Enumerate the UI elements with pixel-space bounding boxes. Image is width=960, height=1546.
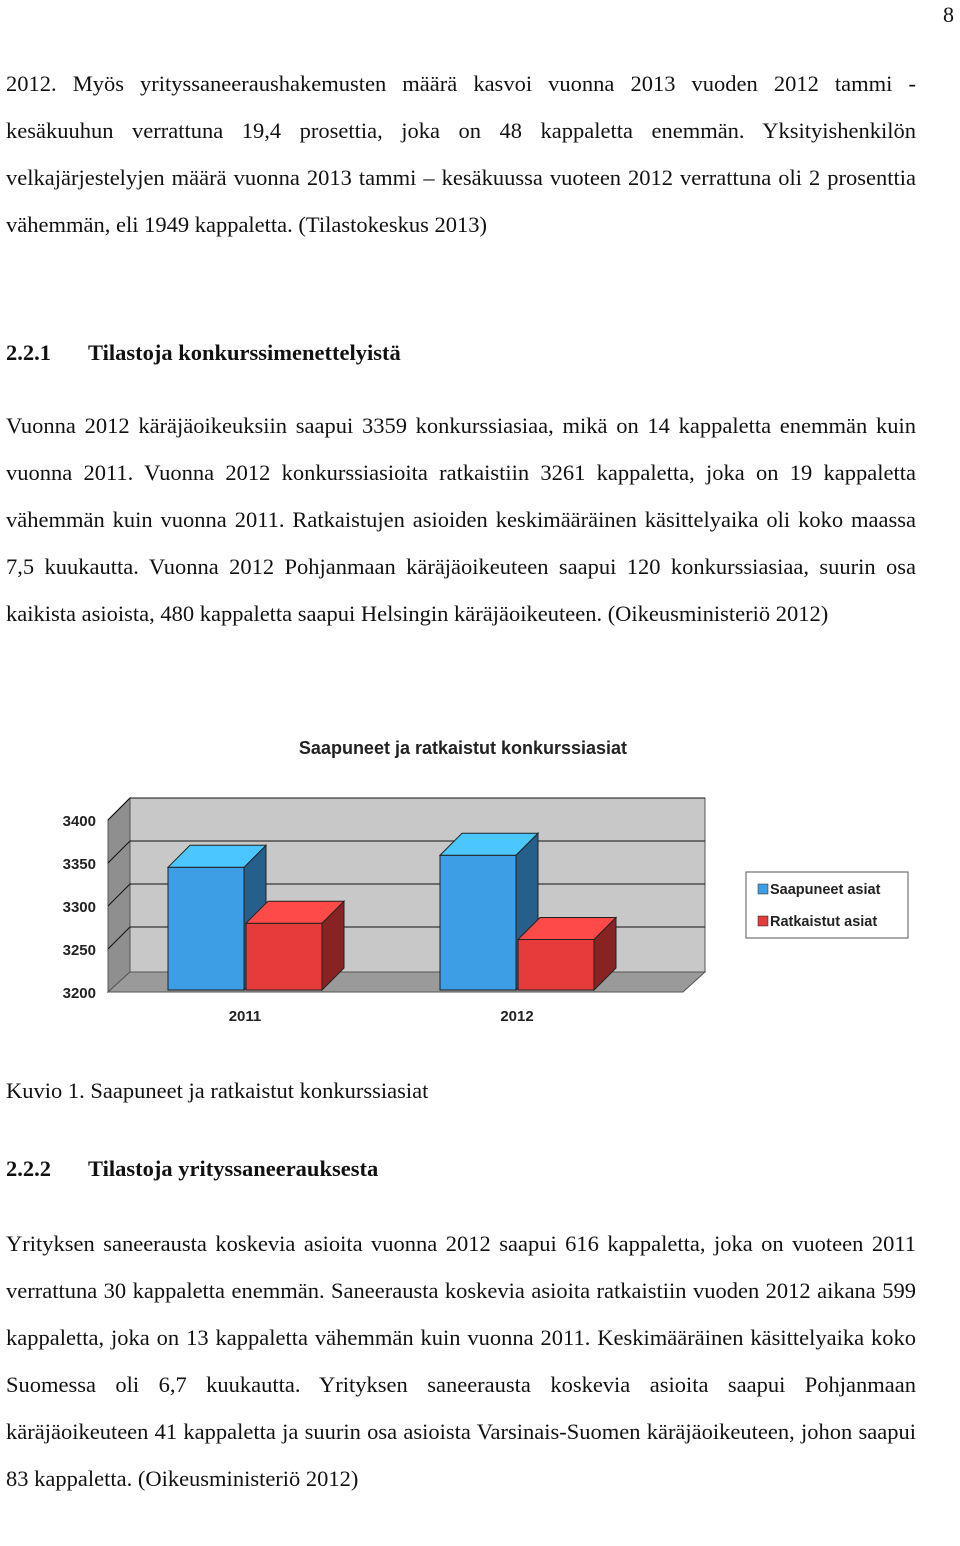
bar-front xyxy=(246,923,322,990)
section-title: Tilastoja konkurssimenettelyistä xyxy=(88,340,401,365)
legend-swatch xyxy=(758,916,768,926)
y-tick-label: 3400 xyxy=(62,813,96,830)
x-tick-label: 2011 xyxy=(228,1008,262,1025)
y-tick-label: 3250 xyxy=(62,942,96,959)
chart-title: Saapuneet ja ratkaistut konkurssiasiat xyxy=(298,738,628,758)
bar-front xyxy=(518,940,594,990)
legend-swatch xyxy=(758,884,768,894)
bar-front xyxy=(168,867,244,990)
section-number: 2.2.1 xyxy=(6,340,51,365)
section-heading-saneeraus xyxy=(6,1154,378,1184)
page-number: 8 xyxy=(943,2,954,27)
section-number: 2.2.2 xyxy=(6,1156,51,1181)
figure-caption: Kuvio 1. Saapuneet ja ratkaistut konkurssiasiat xyxy=(6,1078,429,1103)
y-tick-label: 3200 xyxy=(62,985,96,1002)
y-tick-label: 3300 xyxy=(62,899,96,916)
bar-chart xyxy=(0,720,960,1040)
x-tick-label: 2012 xyxy=(500,1008,534,1025)
y-tick-label: 3350 xyxy=(62,856,96,873)
bar-front xyxy=(440,855,516,990)
legend-label: Saapuneet asiat xyxy=(770,882,881,898)
section-heading-konkurssi xyxy=(6,338,401,368)
legend-label: Ratkaistut asiat xyxy=(770,914,878,930)
paragraph-saneeraus: Yrityksen saneerausta koskevia asioita vuonna 2012 saapui 616 kappaletta, joka on vuoteen 2011 verrattuna 30 kappaletta enemmän. Saneerausta koskevia asioita ratkaistiin vuoden 2012 aikana 599 kappaletta, joka on 13 kappaletta vähemmän kuin vuonna 2011. Keskimääräinen käsittelyaika koko Suomessa oli 6,7 kuukautta. Yrityksen saneerausta koskevia asioita saapui Pohjanmaan käräjäoikeuteen 41 kappaletta ja suurin osa asioista Varsinais-Suomen käräjäoikeuteen, johon saapui 83 kappaletta. (Oikeusministeriö 2012) xyxy=(6,1231,916,1491)
section-title: Tilastoja yrityssaneerauksesta xyxy=(88,1156,379,1181)
paragraph-intro: 2012. Myös yrityssaneeraushakemusten määrä kasvoi vuonna 2013 vuoden 2012 tammi - kesäkuuhun verrattuna 19,4 prosettia, joka on 48 kappaletta enemmän. Yksityishenkilön velkajärjestelyjen määrä vuonna 2013 tammi – kesäkuussa vuoteen 2012 verrattuna oli 2 prosenttia vähemmän, eli 1949 kappaletta. (Tilastokeskus 2013) xyxy=(6,71,916,237)
paragraph-konkurssi: Vuonna 2012 käräjäoikeuksiin saapui 3359 konkurssiasiaa, mikä on 14 kappaletta enemmän kuin vuonna 2011. Vuonna 2012 konkurssiasioita ratkaistiin 3261 kappaletta, joka on 19 kappaletta vähemmän kuin vuonna 2011. Ratkaistujen asioiden keskimääräinen käsittelyaika oli koko maassa 7,5 kuukautta. Vuonna 2012 Pohjanmaan käräjäoikeuteen saapui 120 konkurssiasiaa, suurin osa kaikista asioista, 480 kappaletta saapui Helsingin käräjäoikeuteen. (Oikeusministeriö 2012) xyxy=(6,413,916,626)
